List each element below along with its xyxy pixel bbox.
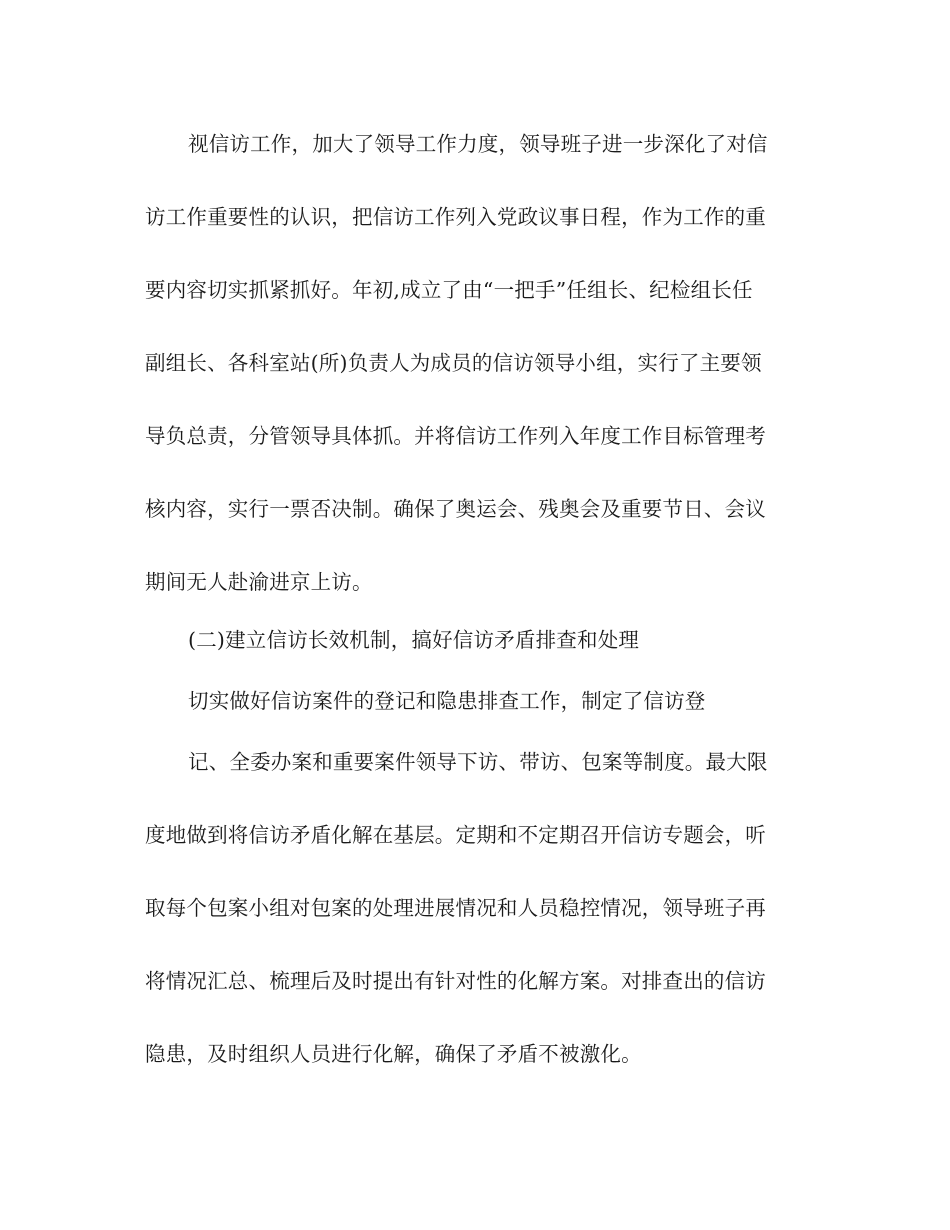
section-heading: (二)建立信访长效机制，搞好信访矛盾排查和处理 xyxy=(188,628,640,652)
text-line-5: 导负总责，分管领导具体抓。并将信访工作列入年度工作目标管理考 xyxy=(145,424,766,448)
text-line-13: 将情况汇总、梳理后及时提出有针对性的化解方案。对排查出的信访 xyxy=(145,969,766,993)
text-line-7: 期间无人赴渝进京上访。 xyxy=(145,570,373,594)
text-line-6: 核内容，实行一票否决制。确保了奥运会、残奥会及重要节日、会议 xyxy=(145,497,766,521)
text-line-12: 取每个包案小组对包案的处理进展情况和人员稳控情况，领导班子再 xyxy=(145,896,766,920)
text-line-10: 记、全委办案和重要案件领导下访、带访、包案等制度。最大限 xyxy=(188,750,768,774)
text-line-1: 视信访工作，加大了领导工作力度，领导班子进一步深化了对信 xyxy=(188,132,768,156)
text-line-11: 度地做到将信访矛盾化解在基层。定期和不定期召开信访专题会，听 xyxy=(145,823,766,847)
text-line-2: 访工作重要性的认识，把信访工作列入党政议事日程，作为工作的重 xyxy=(145,205,766,229)
text-line-9: 切实做好信访案件的登记和隐患排查工作，制定了信访登 xyxy=(188,689,706,713)
text-line-14: 隐患，及时组织人员进行化解，确保了矛盾不被激化。 xyxy=(145,1042,642,1066)
text-line-4: 副组长、各科室站(所)负责人为成员的信访领导小组，实行了主要领 xyxy=(145,351,762,375)
text-line-3: 要内容切实抓紧抓好。年初,成立了由“一把手”任组长、纪检组长任 xyxy=(145,278,753,302)
